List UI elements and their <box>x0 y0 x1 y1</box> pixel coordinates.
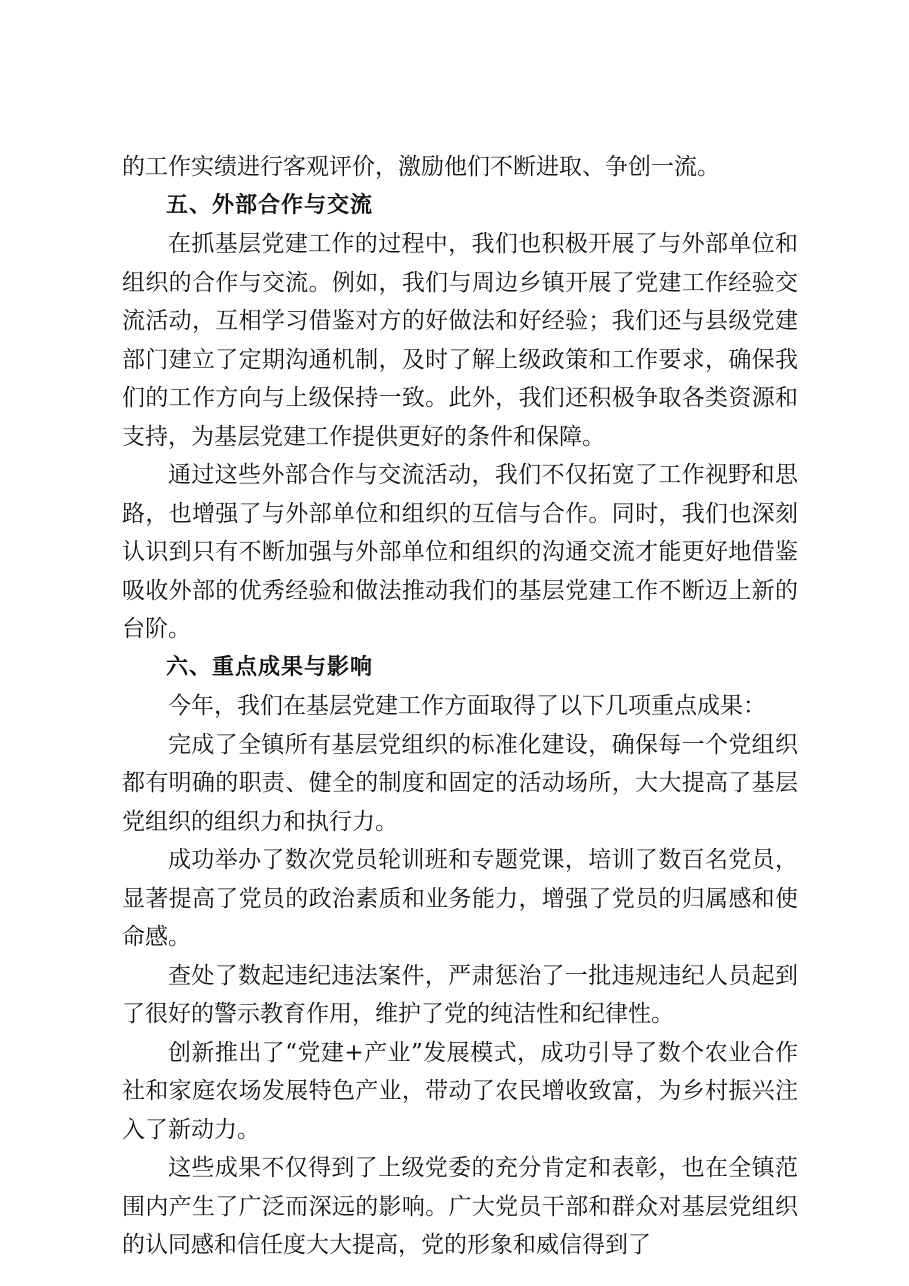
section-heading-key-results: 六、重点成果与影响 <box>166 654 374 680</box>
paragraph: 查处了数起违纪违法案件，严肃惩治了一批违规违纪人员起到了很好的警示教育作用，维护了党的纯洁性和纪律性。 <box>122 962 798 1027</box>
paragraph: 创新推出了“党建+产业”发展模式，成功引导了数个农业合作社和家庭农场发展特色产业，带动了农民增收致富，为乡村振兴注入了新动力。 <box>122 1039 798 1143</box>
paragraph: 在抓基层党建工作的过程中，我们也积极开展了与外部单位和组织的合作与交流。例如，我们与周边乡镇开展了党建工作经验交流活动，互相学习借鉴对方的好做法和好经验；我们还与县级党建部门建立了定期沟通机制，及时了解上级政策和工作要求，确保我们的工作方向与上级保持一致。此外，我们还积极争取各类资源和支持，为基层党建工作提供更好的条件和保障。 <box>122 231 798 450</box>
paragraph: 通过这些外部合作与交流活动，我们不仅拓宽了工作视野和思路，也增强了与外部单位和组织的互信与合作。同时，我们也深刻认识到只有不断加强与外部单位和组织的沟通交流才能更好地借鉴吸收外部的优秀经验和做法推动我们的基层党建工作不断迈上新的台阶。 <box>122 462 798 642</box>
paragraph-continued: 的工作实绩进行客观评价，激励他们不断进取、争创一流。 <box>122 154 720 180</box>
paragraph: 完成了全镇所有基层党组织的标准化建设，确保每一个党组织都有明确的职责、健全的制度和固定的活动场所，大大提高了基层党组织的组织力和执行力。 <box>122 731 798 835</box>
paragraph: 这些成果不仅得到了上级党委的充分肯定和表彰，也在全镇范围内产生了广泛而深远的影响。广大党员干部和群众对基层党组织的认同感和信任度大大提高，党的形象和威信得到了 <box>122 1155 798 1258</box>
section-heading-external-cooperation: 五、外部合作与交流 <box>166 192 374 218</box>
document-body <box>122 148 798 1265</box>
paragraph: 今年，我们在基层党建工作方面取得了以下几项重点成果： <box>168 693 766 719</box>
paragraph: 成功举办了数次党员轮训班和专题党课，培训了数百名党员，显著提高了党员的政治素质和业务能力，增强了党员的归属感和使命感。 <box>122 847 798 950</box>
